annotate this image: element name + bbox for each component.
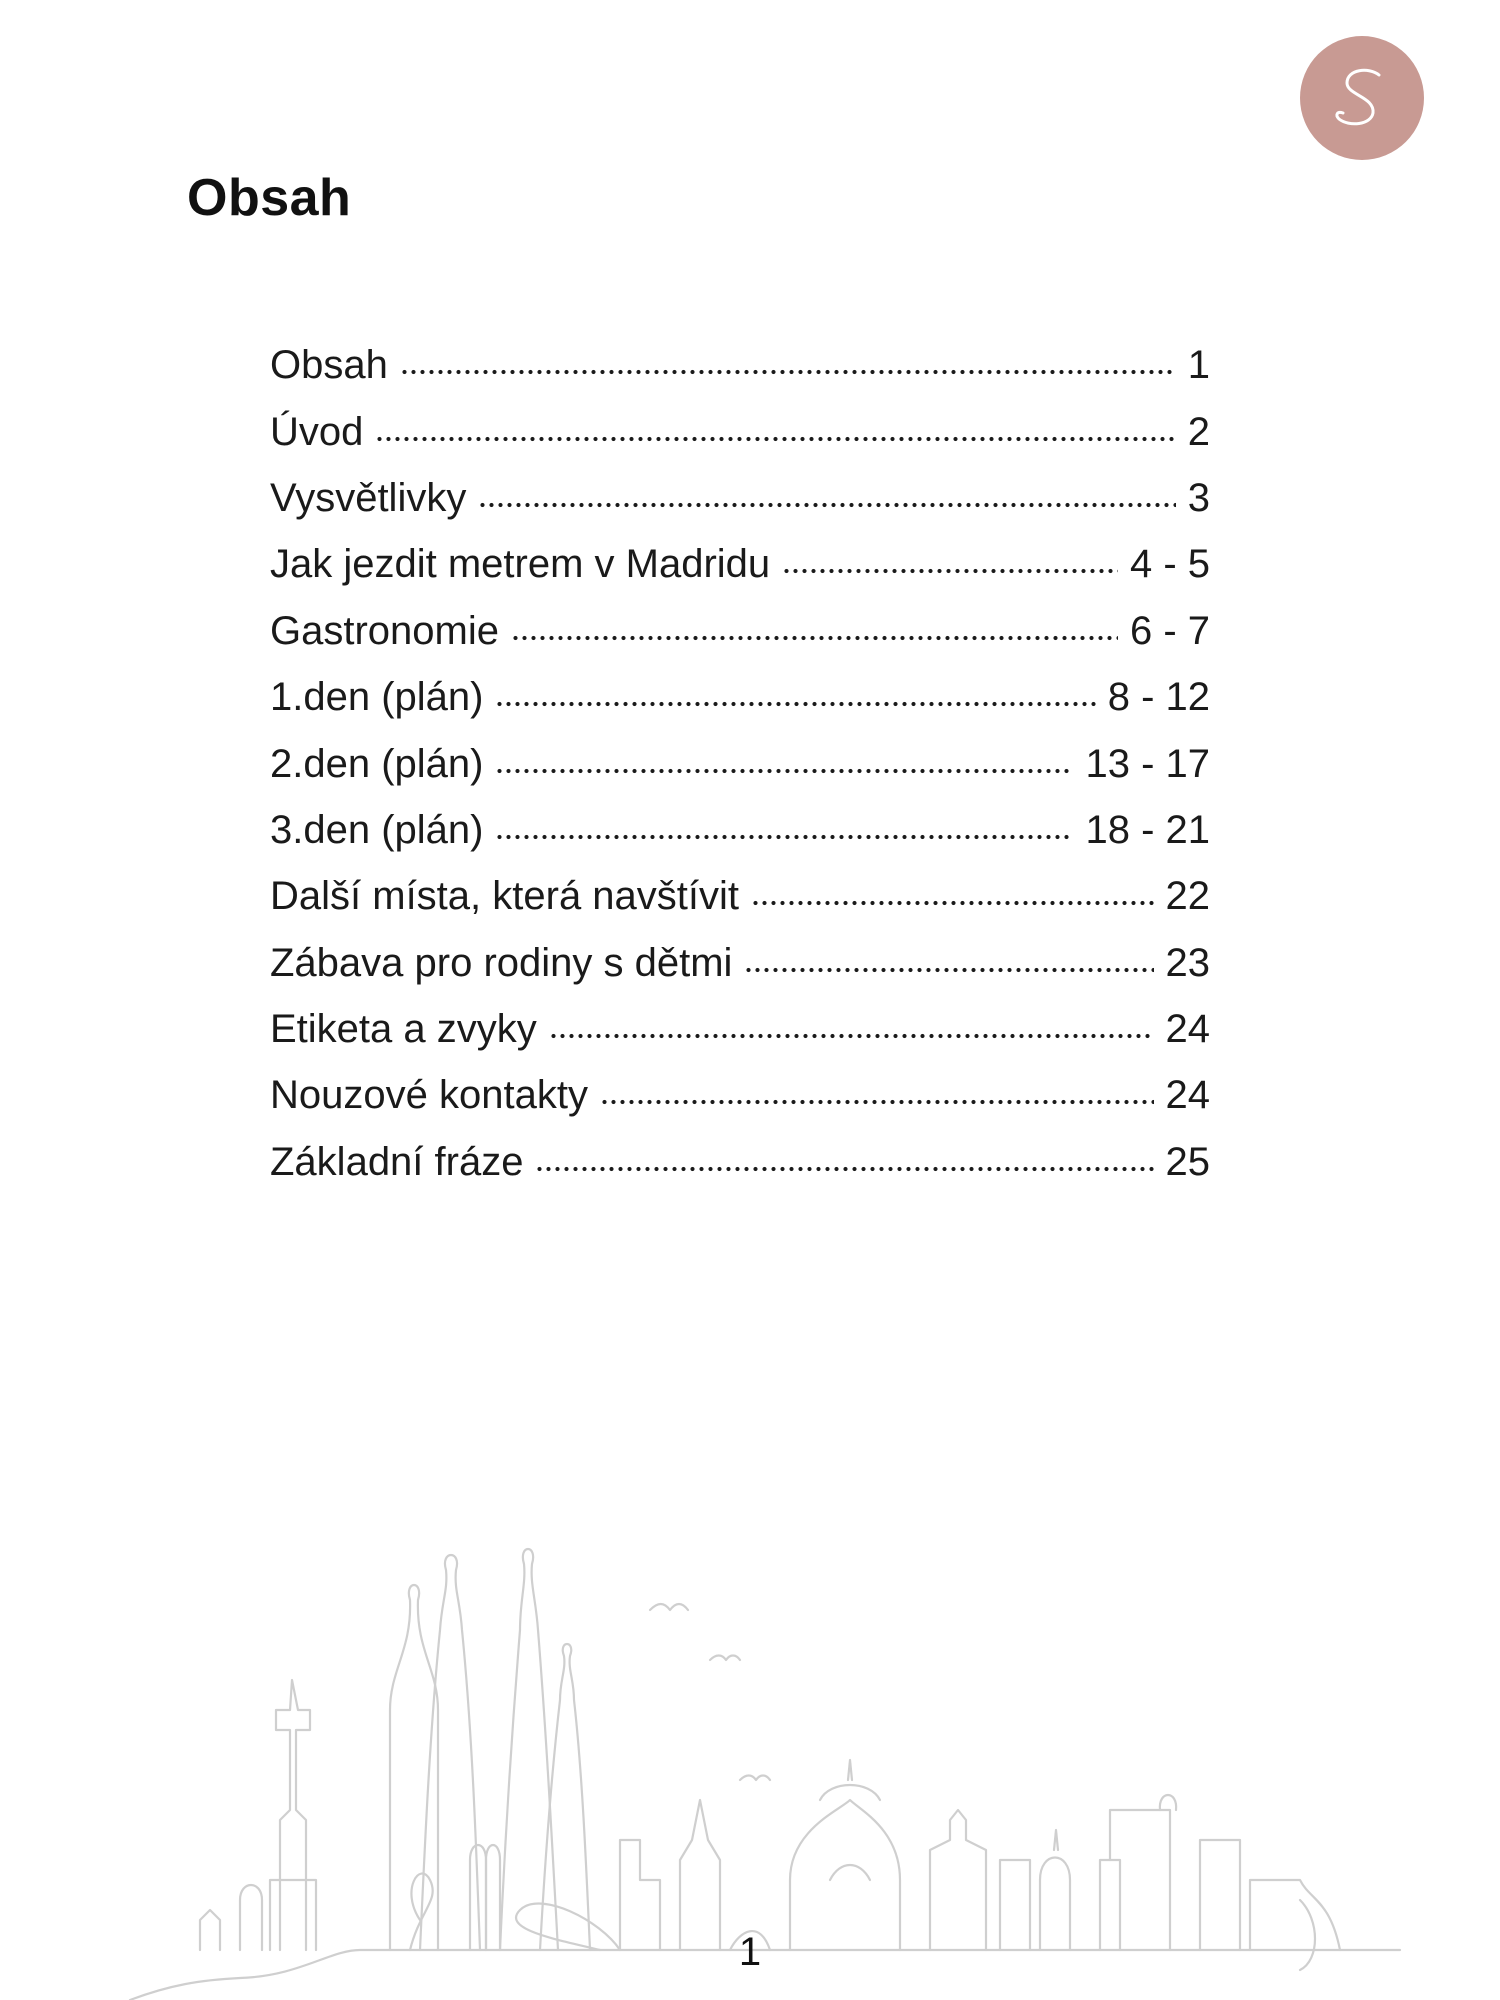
toc-entry-page: 22 (1165, 874, 1210, 919)
toc-entry-title: 1.den (plán) (270, 675, 484, 720)
toc-entry-page: 8 - 12 (1107, 675, 1210, 720)
toc-entry-title: Obsah (270, 343, 388, 388)
toc-entry (270, 1062, 1210, 1128)
page-number: 1 (738, 1930, 762, 1974)
page-title: Obsah (187, 169, 352, 227)
toc-entry-title: Nouzové kontakty (270, 1073, 588, 1118)
toc-entry-title: 2.den (plán) (270, 741, 484, 786)
toc-dot-leader (400, 367, 1176, 377)
toc-entry-title: Gastronomie (270, 608, 499, 653)
toc-entry (270, 598, 1210, 664)
toc-dot-leader (478, 500, 1175, 510)
toc-entry-page: 3 (1187, 475, 1210, 520)
toc-entry-page: 24 (1165, 1007, 1210, 1052)
toc-entry (270, 730, 1210, 796)
toc-entry-title: Vysvětlivky (270, 475, 467, 520)
toc-dot-leader (511, 633, 1118, 643)
toc-entry (270, 797, 1210, 863)
toc-entry (270, 996, 1210, 1062)
toc-entry-title: Zábava pro rodiny s dětmi (270, 940, 733, 985)
city-skyline-illustration (0, 1480, 1500, 2000)
toc-dot-leader (751, 898, 1153, 908)
toc-entry-title: Další místa, která navštívit (270, 874, 740, 919)
toc-entry (270, 332, 1210, 398)
toc-entry-title: Jak jezdit metrem v Madridu (270, 542, 771, 587)
toc-entry-page: 24 (1165, 1073, 1210, 1118)
toc-dot-leader (744, 965, 1153, 975)
toc-dot-leader (495, 699, 1095, 709)
toc-entry-page: 18 - 21 (1085, 807, 1210, 852)
toc-entry (270, 930, 1210, 996)
toc-entry-title: Základní fráze (270, 1139, 524, 1184)
toc-entry-page: 13 - 17 (1085, 741, 1210, 786)
toc-entry-page: 6 - 7 (1129, 608, 1210, 653)
toc-dot-leader (782, 566, 1118, 576)
toc-entry-title: Úvod (270, 409, 364, 454)
script-s-icon (1317, 53, 1407, 143)
toc-entry (270, 664, 1210, 730)
toc-dot-leader (375, 434, 1175, 444)
toc-dot-leader (535, 1164, 1153, 1174)
toc-entry (270, 398, 1210, 464)
toc-entry-title: 3.den (plán) (270, 807, 484, 852)
toc-entry (270, 465, 1210, 531)
toc-entry-title: Etiketa a zvyky (270, 1007, 537, 1052)
toc-entry-page: 4 - 5 (1129, 542, 1210, 587)
toc-entry-page: 2 (1187, 409, 1210, 454)
toc-entry-page: 25 (1165, 1139, 1210, 1184)
toc-entry-page: 23 (1165, 940, 1210, 985)
toc-entry-page: 1 (1187, 343, 1210, 388)
toc-entry (270, 1129, 1210, 1195)
table-of-contents (270, 332, 1210, 1195)
toc-dot-leader (600, 1097, 1154, 1107)
toc-dot-leader (495, 832, 1073, 842)
toc-dot-leader (549, 1031, 1154, 1041)
toc-dot-leader (495, 766, 1073, 776)
brand-logo (1300, 36, 1424, 160)
toc-entry (270, 863, 1210, 929)
toc-entry (270, 531, 1210, 597)
